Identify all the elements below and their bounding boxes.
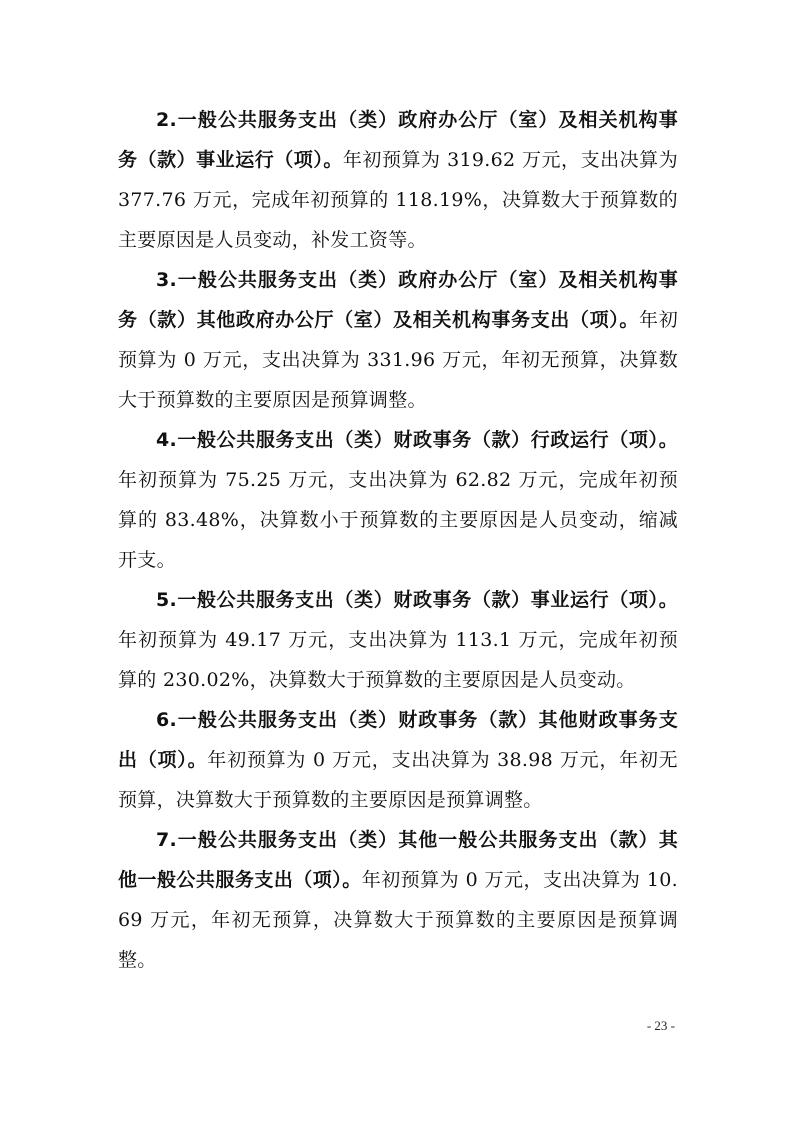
paragraph-heading: 7.一般公共服务支出（类）其他一般公共服务支出（款）其他一般公共服务支出（项）。 (118, 829, 678, 891)
paragraph-body: 年初预算为 0 万元，支出决算为 10.69 万元，年初无预算，决算数大于预算数的主要原因是预算调整。 (118, 869, 678, 971)
paragraph-heading: 4.一般公共服务支出（类）财政事务（款）行政运行（项）。 (156, 429, 678, 451)
paragraph-body: 年初预算为 0 万元，支出决算为 331.96 万元，年初无预算，决算数大于预算数的主要原因是预算调整。 (118, 309, 678, 411)
paragraph-heading: 2.一般公共服务支出（类）政府办公厅（室）及相关机构事务（款）事业运行（项）。 (118, 109, 678, 171)
paragraph-heading: 5.一般公共服务支出（类）财政事务（款）事业运行（项）。 (156, 589, 678, 611)
document-body (118, 100, 678, 980)
paragraph-item-3 (118, 260, 678, 420)
paragraph-body: 年初预算为 49.17 万元，支出决算为 113.1 万元，完成年初预算的 230.02%，决算数大于预算数的主要原因是人员变动。 (118, 629, 678, 691)
paragraph-item-6 (118, 700, 678, 820)
paragraph-heading: 3.一般公共服务支出（类）政府办公厅（室）及相关机构事务（款）其他政府办公厅（室）及相关机构事务支出（项）。 (118, 269, 678, 331)
paragraph-body: 年初预算为 75.25 万元，支出决算为 62.82 万元，完成年初预算的 83.48%，决算数小于预算数的主要原因是人员变动，缩减开支。 (118, 469, 678, 571)
page-number: - 23 - (646, 1018, 675, 1033)
paragraph-item-7 (118, 820, 678, 980)
paragraph-item-2 (118, 100, 678, 260)
paragraph-heading: 6.一般公共服务支出（类）财政事务（款）其他财政事务支出（项）。 (118, 709, 678, 771)
paragraph-body: 年初预算为 319.62 万元，支出决算为 377.76 万元，完成年初预算的 118.19%，决算数大于预算数的主要原因是人员变动，补发工资等。 (118, 149, 678, 251)
paragraph-body: 年初预算为 0 万元，支出决算为 38.98 万元，年初无预算，决算数大于预算数的主要原因是预算调整。 (118, 749, 678, 811)
paragraph-item-5 (118, 580, 678, 700)
paragraph-item-4 (118, 420, 678, 580)
